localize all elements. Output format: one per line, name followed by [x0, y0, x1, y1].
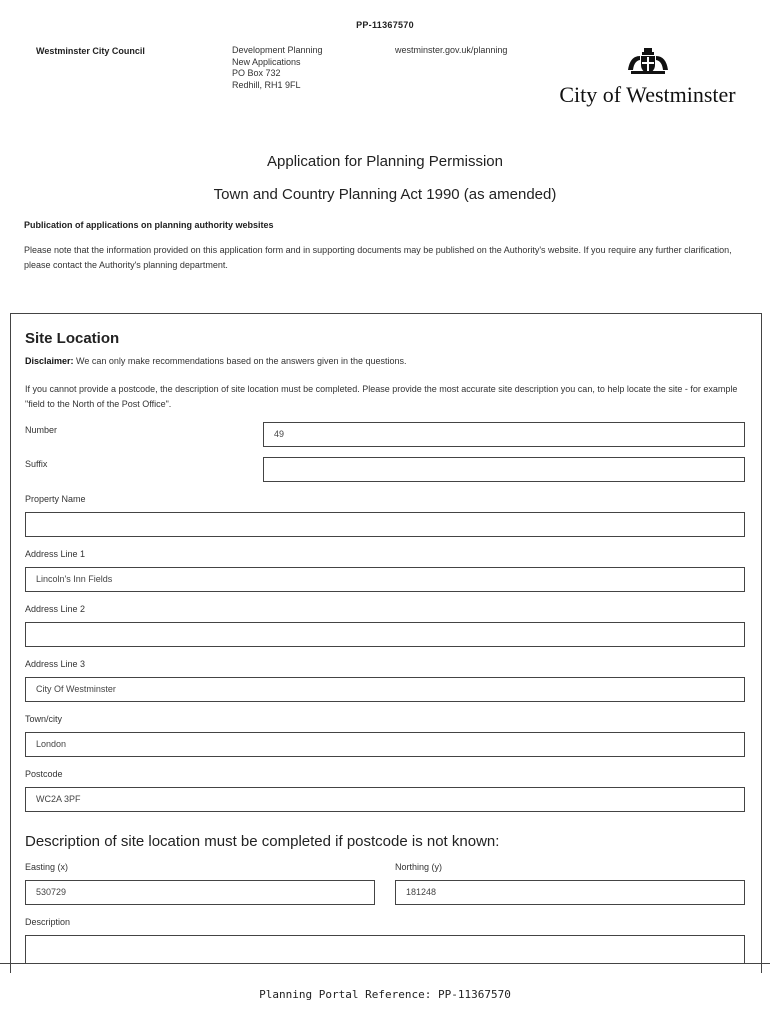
address-line-1-field[interactable]: Lincoln's Inn Fields — [25, 567, 745, 592]
address-line-3-field[interactable]: City Of Westminster — [25, 677, 745, 702]
logo-text: City of Westminster — [559, 82, 736, 107]
address-line-3-label: Address Line 3 — [25, 659, 86, 669]
footer-reference: Planning Portal Reference: PP-11367570 — [259, 988, 511, 1001]
address-line-1-label: Address Line 1 — [25, 549, 86, 559]
easting-field[interactable]: 530729 — [25, 880, 375, 905]
number-field[interactable]: 49 — [263, 422, 745, 447]
coat-of-arms-icon — [626, 46, 670, 76]
address-line: Development Planning — [232, 45, 323, 55]
reference-number-top: PP-11367570 — [356, 20, 414, 30]
publication-body: Please note that the information provided on this application form and in supporting documents may be published on the Authority's website. If you require any further clarification, please contact the Authority's planning department. — [24, 245, 732, 270]
property-name-label: Property Name — [25, 494, 86, 504]
council-logo — [555, 46, 740, 108]
page-break-line — [0, 963, 770, 964]
section-title: Site Location — [25, 330, 120, 347]
address-line: Redhill, RH1 9FL — [232, 79, 301, 90]
disclaimer-label: Disclaimer: — [25, 356, 74, 366]
council-name: Westminster City Council — [36, 46, 145, 56]
easting-label: Easting (x) — [25, 862, 69, 872]
postcode-field[interactable]: WC2A 3PF — [25, 787, 745, 812]
postcode-note: If you cannot provide a postcode, the description of site location must be completed. Please provide the most accurate site description you can, to help locate the site - for example "field to the North of the Post Office". — [25, 384, 738, 409]
publication-heading: Publication of applications on planning authority websites — [24, 220, 274, 230]
council-address — [232, 45, 323, 91]
page-subtitle: Town and Country Planning Act 1990 (as amended) — [213, 186, 557, 203]
address-line-2-field[interactable] — [25, 622, 745, 647]
suffix-label: Suffix — [25, 459, 48, 469]
postcode-label: Postcode — [25, 769, 63, 779]
number-label: Number — [25, 425, 58, 435]
disclaimer — [25, 356, 407, 366]
council-website: westminster.gov.uk/planning — [395, 45, 508, 55]
northing-label: Northing (y) — [395, 862, 443, 872]
address-line: New Applications — [232, 56, 301, 67]
address-line: PO Box 732 — [232, 68, 281, 78]
disclaimer-text: We can only make recommendations based on the answers given in the questions. — [73, 356, 407, 366]
northing-field[interactable]: 181248 — [395, 880, 745, 905]
address-line-2-label: Address Line 2 — [25, 604, 86, 614]
town-city-field[interactable]: London — [25, 732, 745, 757]
description-field[interactable] — [25, 935, 745, 963]
page-title: Application for Planning Permission — [267, 153, 503, 170]
town-city-label: Town/city — [25, 714, 63, 724]
property-name-field[interactable] — [25, 512, 745, 537]
description-section-title: Description of site location must be completed if postcode is not known: — [25, 833, 500, 850]
description-label: Description — [25, 917, 71, 927]
suffix-field[interactable] — [263, 457, 745, 482]
